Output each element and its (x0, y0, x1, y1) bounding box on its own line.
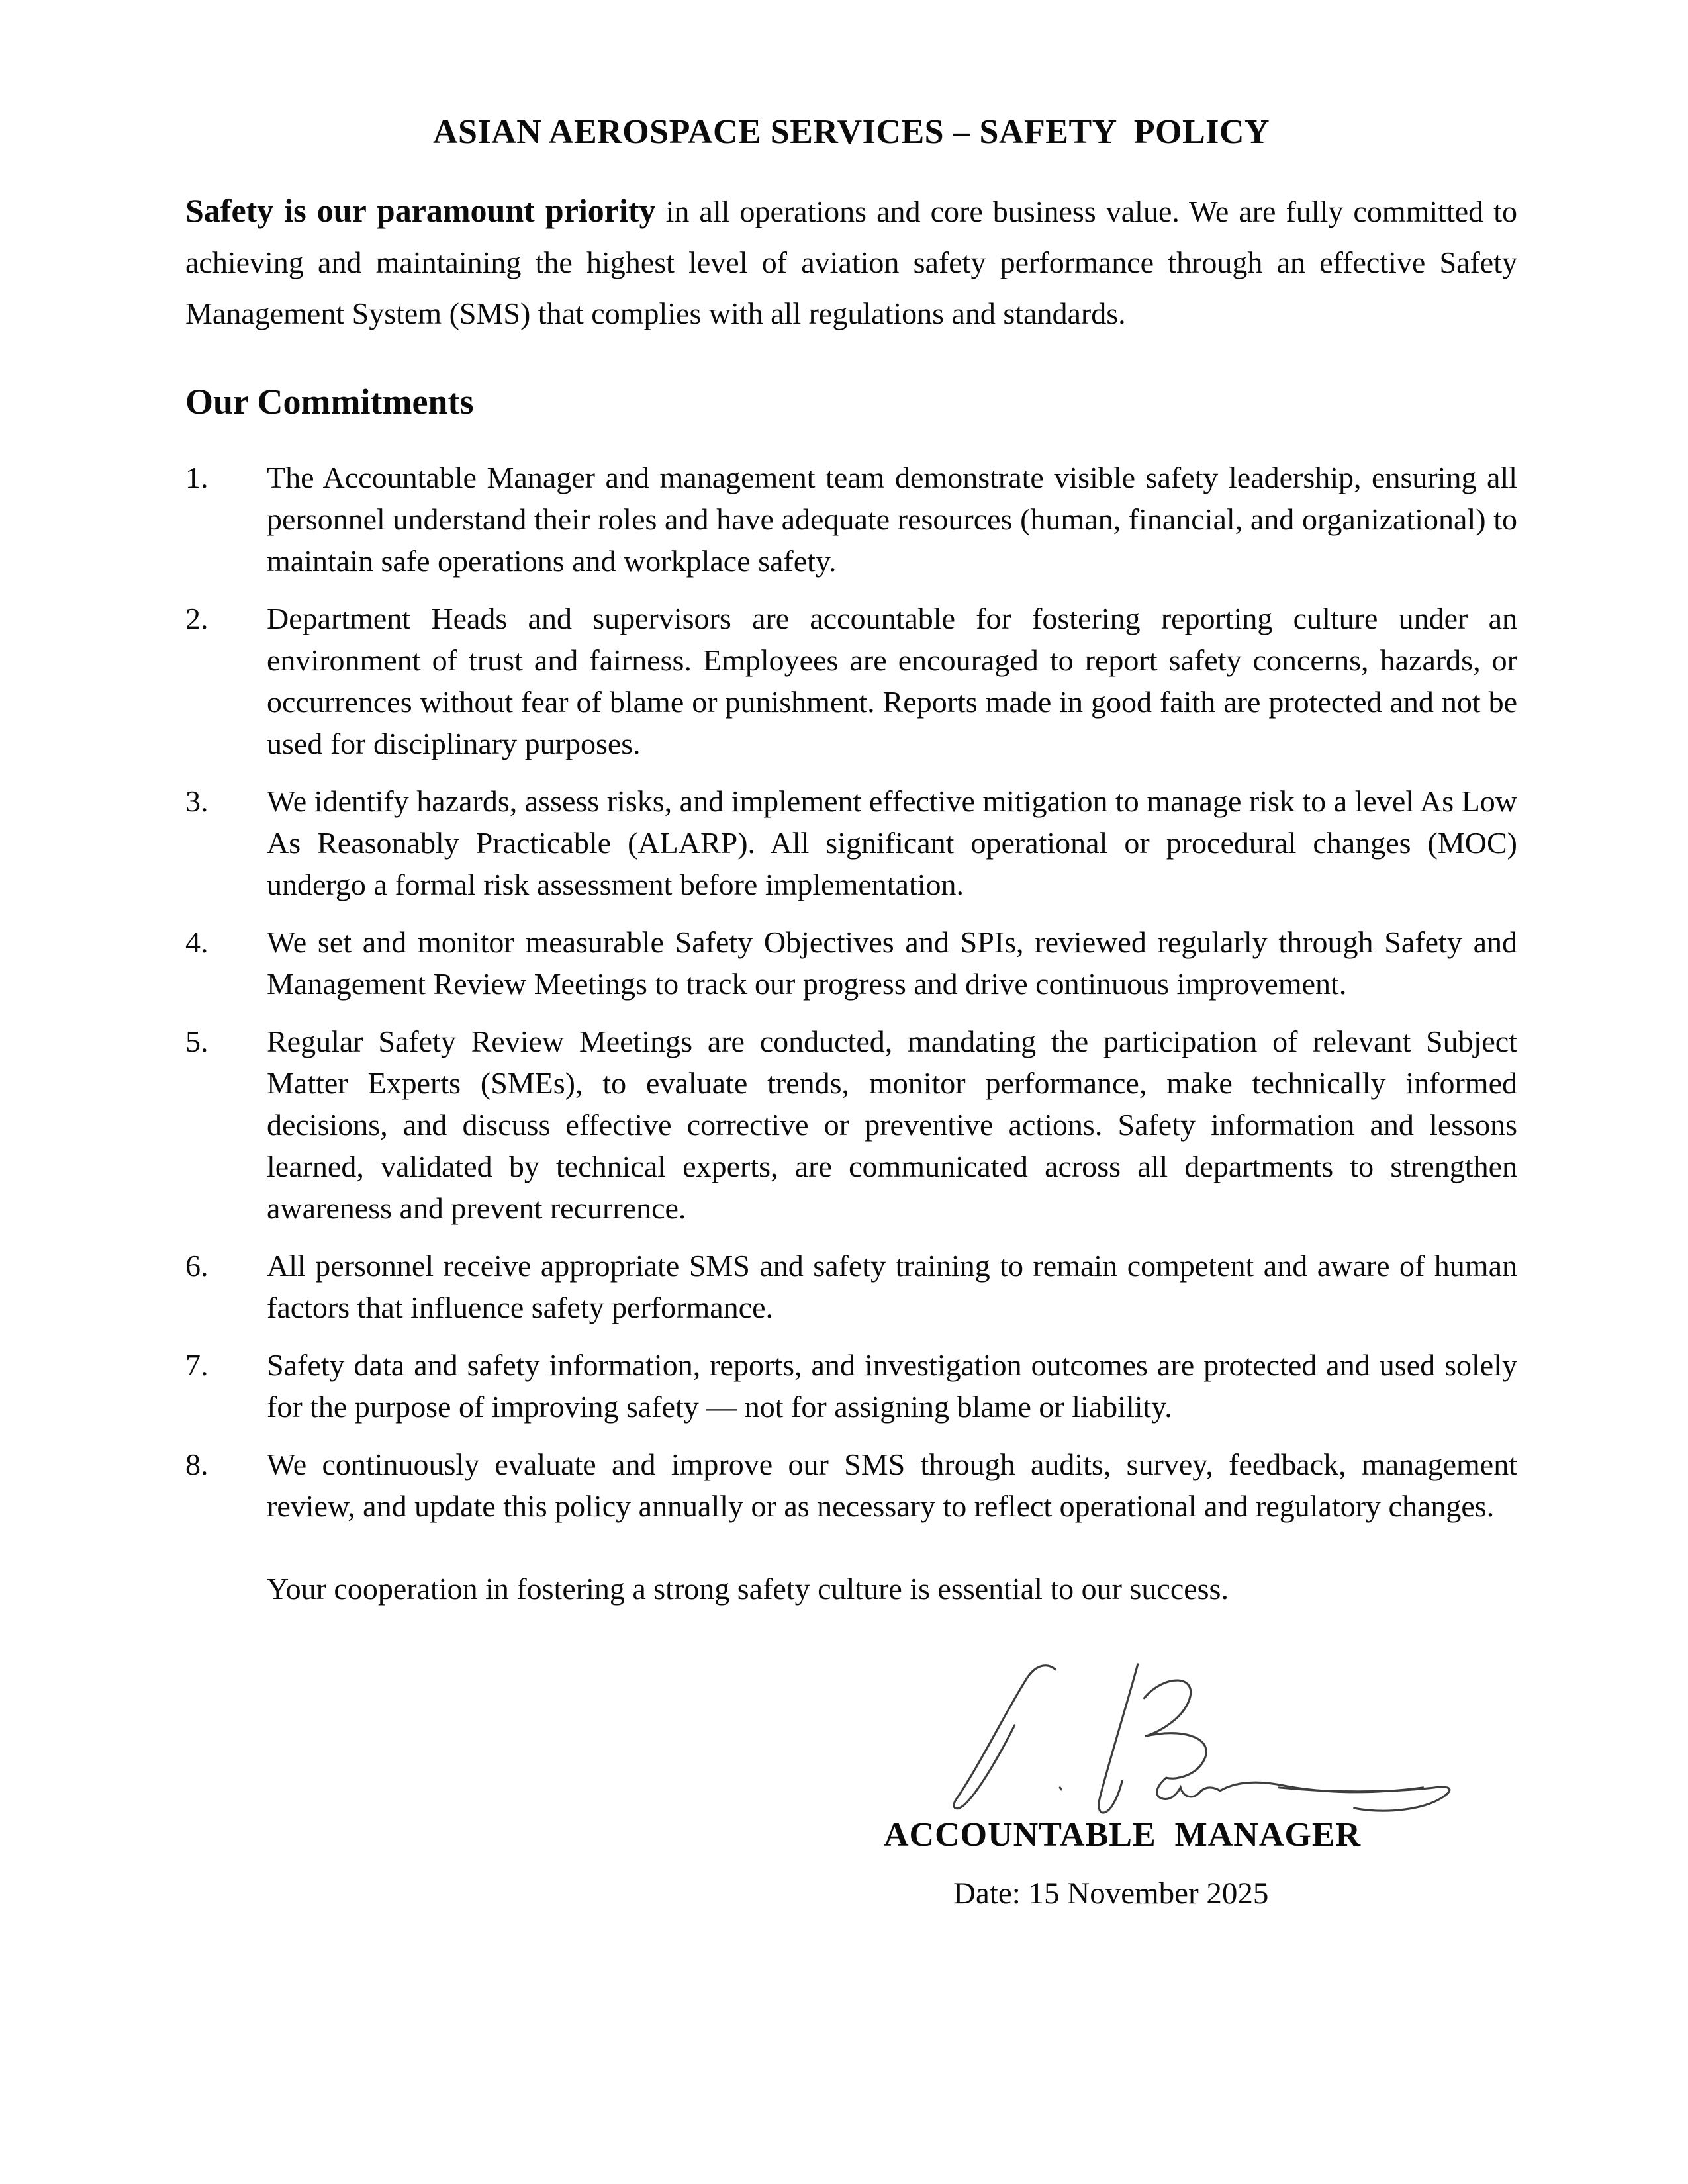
intro-paragraph (185, 185, 1517, 339)
intro-rest: in all operations and core business value. We are fully committed to achieving and maintaining the highest level of aviation safety performance through an effective Safety Management System (SMS) that complies with all regulations and standards. (185, 195, 1517, 330)
item-number: 1. (185, 461, 209, 494)
list-item (185, 1344, 1517, 1428)
item-text: Department Heads and supervisors are accountable for fostering reporting culture under an environment of trust and fairness. Employees are encouraged to report safety concerns, hazards, or occurrences without fear of blame or punishment. Reports made in good faith are protected and not be used for disciplinary purposes. (267, 602, 1517, 760)
item-text: We set and monitor measurable Safety Objectives and SPIs, reviewed regularly through Safety and Management Review Meetings to track our progress and drive continuous improvement. (267, 925, 1517, 1001)
list-item (185, 1021, 1517, 1229)
intro-bold-lead: Safety is our paramount priority (185, 192, 656, 229)
item-number: 2. (185, 602, 209, 635)
item-number: 6. (185, 1249, 209, 1283)
item-text: Safety data and safety information, reports, and investigation outcomes are protected and used solely for the purpose of improving safety — not for assigning blame or liability. (267, 1348, 1517, 1424)
section-heading: Our Commitments (185, 382, 474, 422)
page-title: ASIAN AEROSPACE SERVICES – SAFETY POLICY (432, 113, 1270, 151)
list-item (185, 921, 1517, 1005)
list-item (185, 1443, 1517, 1527)
item-number: 5. (185, 1024, 209, 1058)
list-item (185, 457, 1517, 582)
signature-role: ACCOUNTABLE MANAGER (884, 1816, 1362, 1854)
item-number: 3. (185, 784, 209, 818)
list-item (185, 1245, 1517, 1328)
item-text: We continuously evaluate and improve our SMS through audits, survey, feedback, management review, and update this policy annually or as necessary to reflect operational and regulatory changes. (267, 1447, 1517, 1523)
list-item (185, 598, 1517, 764)
item-text: All personnel receive appropriate SMS and safety training to remain competent and aware of human factors that influence safety performance. (267, 1249, 1517, 1324)
closing-paragraph: Your cooperation in fostering a strong safety culture is essential to our success. (267, 1572, 1229, 1606)
item-text: We identify hazards, assess risks, and implement effective mitigation to manage risk to a level As Low As Reasonably Practicable (ALARP). All significant operational or procedural changes (MOC) undergo a formal risk assessment before implementation. (267, 784, 1517, 901)
handwritten-signature-icon (910, 1659, 1473, 1815)
item-text: The Accountable Manager and management team demonstrate visible safety leadership, ensuring all personnel understand their roles and have adequate resources (human, financial, and organizational) to maintain safe operations and workplace safety. (267, 461, 1517, 578)
signature-date: Date: 15 November 2025 (953, 1876, 1269, 1911)
commitments-list (185, 457, 1517, 1527)
signature-image (910, 1659, 1473, 1815)
list-item (185, 780, 1517, 905)
item-number: 8. (185, 1447, 209, 1481)
item-text: Regular Safety Review Meetings are conducted, mandating the participation of relevant Subject Matter Experts (SMEs), to evaluate trends, monitor performance, make technically informed decisions, and discuss effective corrective or preventive actions. Safety information and lessons learned, validated by technical experts, are communicated across all departments to strengthen awareness and prevent recurrence. (267, 1024, 1517, 1225)
item-number: 4. (185, 925, 209, 959)
item-number: 7. (185, 1348, 209, 1382)
